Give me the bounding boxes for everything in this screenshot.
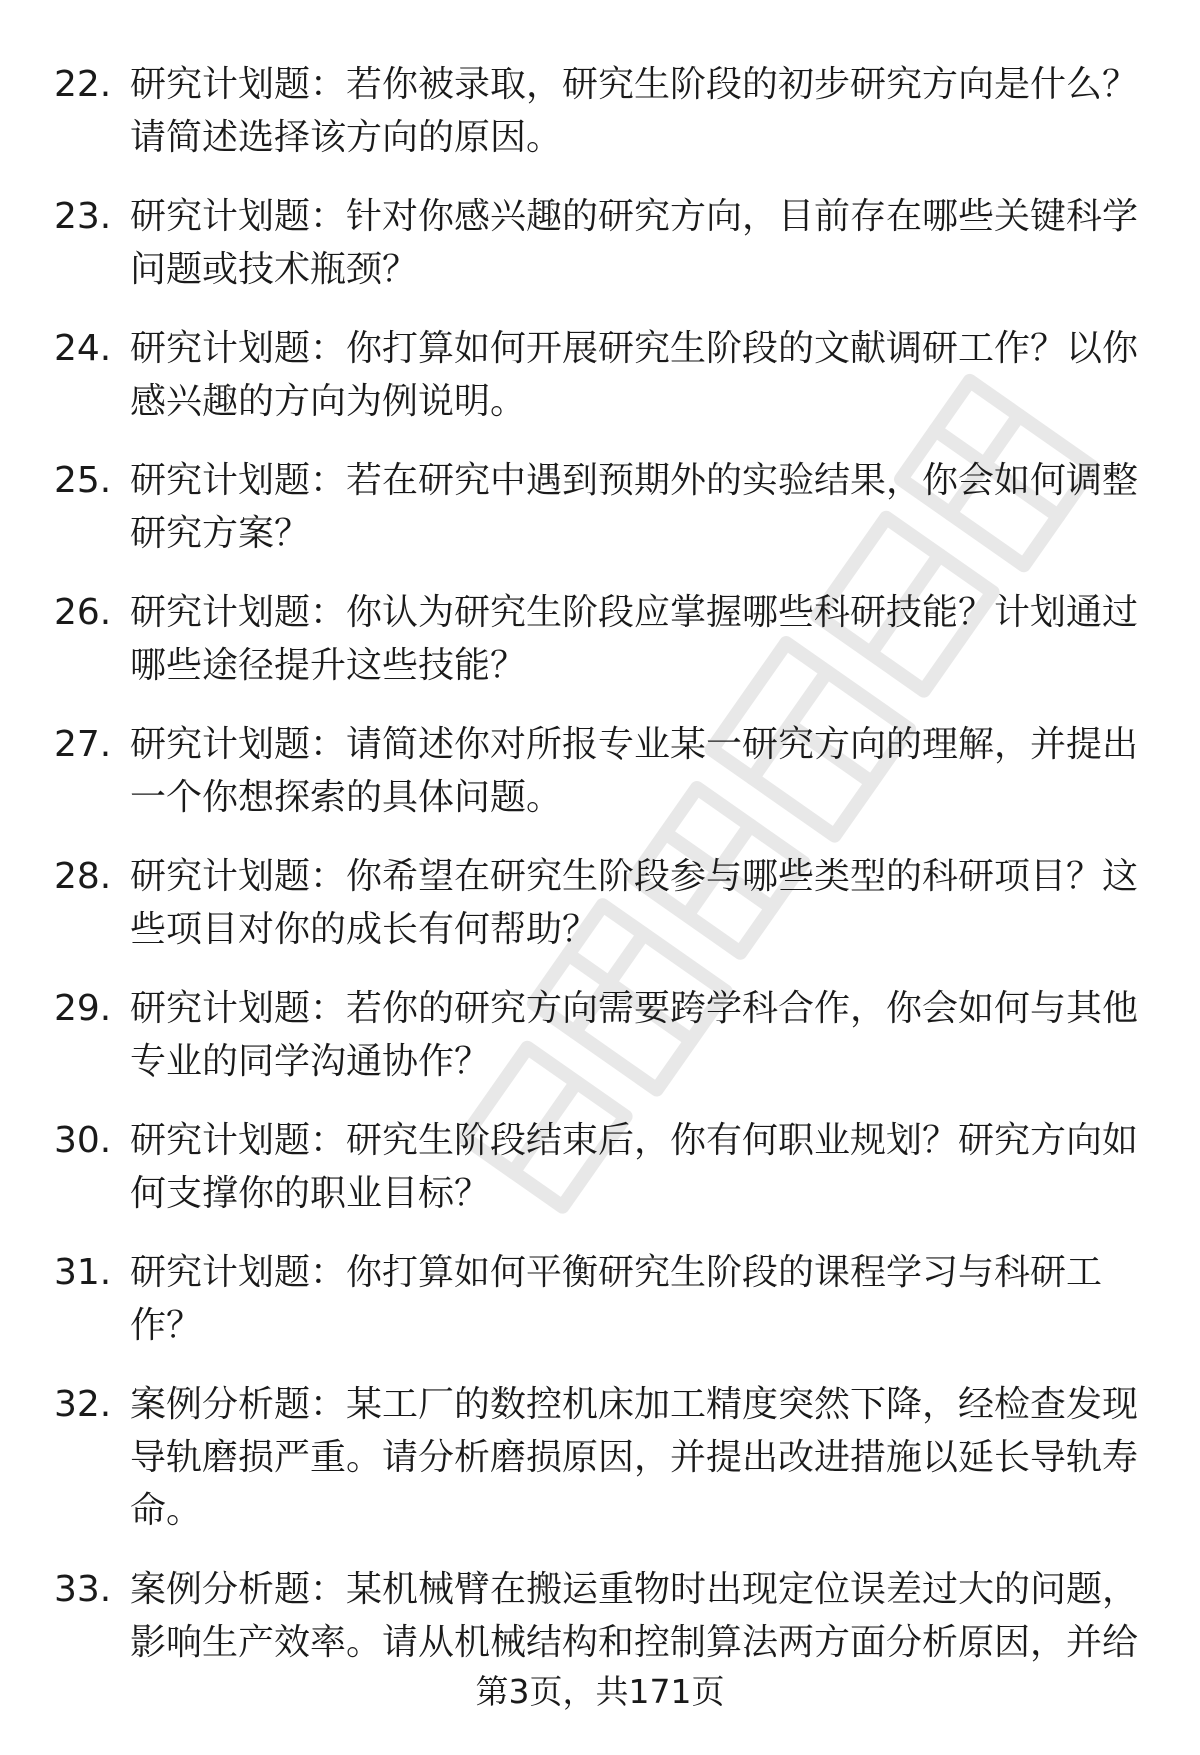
- question-item: [0, 454, 1200, 560]
- question-number: 25.: [54, 460, 112, 501]
- page-number-footer: 第3页，共171页: [475, 1672, 725, 1711]
- question-text: 研究计划题：若你被录取，研究生阶段的初步研究方向是什么？请简述选择该方向的原因。: [130, 64, 1139, 158]
- question-item: [0, 850, 1200, 956]
- question-item: [0, 1246, 1200, 1352]
- question-number: 22.: [54, 64, 112, 105]
- question-text: 案例分析题：某工厂的数控机床加工精度突然下降，经检查发现导轨磨损严重。请分析磨损原因，并提出改进措施以延长导轨寿命。: [130, 1384, 1139, 1531]
- question-text: 研究计划题：你打算如何平衡研究生阶段的课程学习与科研工作？: [130, 1252, 1103, 1346]
- question-item: [0, 586, 1200, 692]
- question-number: 26.: [54, 592, 112, 633]
- question-number: 28.: [54, 856, 112, 897]
- question-number: 24.: [54, 328, 112, 369]
- question-number: 33.: [54, 1569, 112, 1610]
- question-number: 27.: [54, 724, 112, 765]
- question-text: 研究计划题：若在研究中遇到预期外的实验结果，你会如何调整研究方案？: [130, 460, 1139, 554]
- question-text: 研究计划题：你认为研究生阶段应掌握哪些科研技能？计划通过哪些途径提升这些技能？: [130, 592, 1139, 686]
- question-text: 研究计划题：你希望在研究生阶段参与哪些类型的科研项目？这些项目对你的成长有何帮助？: [130, 856, 1139, 950]
- question-text: 研究计划题：针对你感兴趣的研究方向，目前存在哪些关键科学问题或技术瓶颈？: [130, 196, 1139, 290]
- question-item: [0, 58, 1200, 164]
- question-item: [0, 322, 1200, 428]
- question-list: [0, 58, 1200, 1695]
- question-item: [0, 1563, 1200, 1669]
- question-number: 32.: [54, 1384, 112, 1425]
- question-item: [0, 718, 1200, 824]
- question-text: 案例分析题：某机械臂在搬运重物时出现定位误差过大的问题，影响生产效率。请从机械结构和控制算法两方面分析原因，并给: [130, 1569, 1139, 1663]
- question-number: 30.: [54, 1120, 112, 1161]
- question-text: 研究计划题：请简述你对所报专业某一研究方向的理解，并提出一个你想探索的具体问题。: [130, 724, 1139, 818]
- question-number: 31.: [54, 1252, 112, 1293]
- question-text: 研究计划题：若你的研究方向需要跨学科合作，你会如何与其他专业的同学沟通协作？: [130, 988, 1139, 1082]
- question-number: 29.: [54, 988, 112, 1029]
- question-item: [0, 1378, 1200, 1537]
- question-item: [0, 190, 1200, 296]
- question-text: 研究计划题：你打算如何开展研究生阶段的文献调研工作？以你感兴趣的方向为例说明。: [130, 328, 1139, 422]
- question-item: [0, 982, 1200, 1088]
- question-text: 研究计划题：研究生阶段结束后，你有何职业规划？研究方向如何支撑你的职业目标？: [130, 1120, 1139, 1214]
- question-number: 23.: [54, 196, 112, 237]
- question-item: [0, 1114, 1200, 1220]
